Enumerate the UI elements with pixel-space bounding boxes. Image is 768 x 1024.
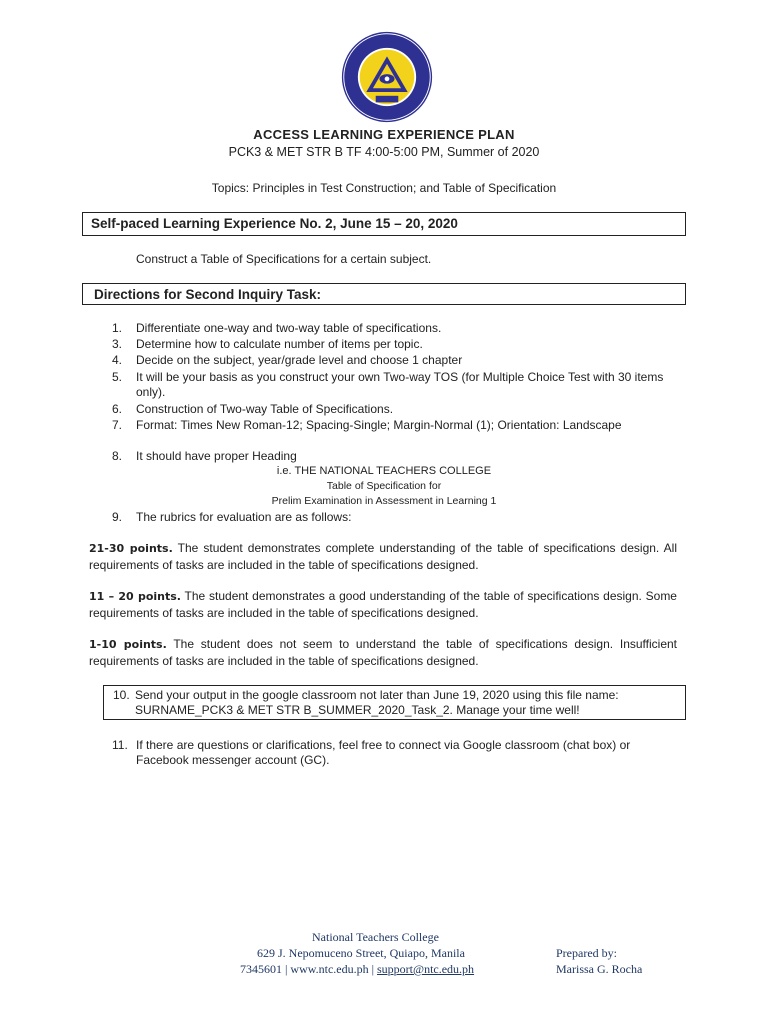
list-item: 4. Decide on the subject, year/grade level and choose 1 chapter [112, 353, 463, 367]
footer-address: 629 J. Nepomuceno Street, Quiapo, Manila [257, 946, 465, 960]
rubric-points: 21-30 points. [89, 542, 173, 555]
topics-line: Topics: Principles in Test Construction; and Table of Specification [211, 181, 557, 195]
example-heading-line-3: Prelim Examination in Assessment in Learning 1 [271, 495, 497, 507]
example-heading-line-1: i.e. THE NATIONAL TEACHERS COLLEGE [276, 465, 492, 477]
footer-school-name: National Teachers College [312, 930, 439, 944]
prepared-by-name: Marissa G. Rocha [556, 962, 643, 976]
rubric-points: 1-10 points. [89, 638, 167, 651]
section-1-text: Construct a Table of Specifications for a certain subject. [136, 252, 432, 266]
support-email-link[interactable]: support@ntc.edu.ph [377, 962, 475, 976]
list-item: 8. It should have proper Heading [112, 449, 297, 463]
list-item: 1. Differentiate one-way and two-way table of specifications. [112, 321, 442, 335]
class-schedule: PCK3 & MET STR B TF 4:00-5:00 PM, Summer of 2020 [228, 145, 540, 159]
section-1-heading: Self-paced Learning Experience No. 2, June 15 – 20, 2020 [82, 212, 686, 236]
document-title: ACCESS LEARNING EXPERIENCE PLAN [253, 127, 515, 142]
section-2-heading: Directions for Second Inquiry Task: [82, 283, 686, 305]
example-heading-line-2: Table of Specification for [326, 480, 442, 492]
college-seal-logo [340, 30, 434, 124]
list-item: 5. It will be your basis as you construct your own Two-way TOS (for Multiple Choice Test with 30 items only). [112, 370, 664, 399]
rubric-paragraph: 1-10 points. The student does not seem to understand the table of specifications design. Insufficient requirements of tasks are included in the table of specifications designed. [89, 637, 678, 668]
list-item: 11. If there are questions or clarifications, feel free to connect via Google classroom (chat box) or Facebook messenger account (GC). [112, 738, 631, 767]
rubric-points: 11 – 20 points. [89, 590, 181, 603]
list-item: 9. The rubrics for evaluation are as follows: [112, 510, 352, 524]
footer-contact: 7345601 | www.ntc.edu.ph | support@ntc.edu.ph [240, 962, 475, 976]
list-item: 6. Construction of Two-way Table of Specifications. [112, 402, 394, 416]
prepared-by-label: Prepared by: [556, 946, 617, 960]
submission-instruction-box: 10. Send your output in the google classroom not later than June 19, 2020 using this file name: SURNAME_PCK3 & MET STR B_SUMMER_2020_Task_2. Manage your time well! [103, 685, 686, 720]
rubric-paragraph: 11 – 20 points. The student demonstrates a good understanding of the table of specifications design. Some requirements of tasks are included in the table of specifications designed. [89, 589, 677, 620]
list-item: 3. Determine how to calculate number of items per topic. [112, 337, 423, 351]
rubric-paragraph: 21-30 points. The student demonstrates complete understanding of the table of specifications design. All requirements of tasks are included in the table of specifications designed. [89, 541, 677, 572]
list-item: 7. Format: Times New Roman-12; Spacing-Single; Margin-Normal (1); Orientation: Landscape [112, 418, 622, 432]
